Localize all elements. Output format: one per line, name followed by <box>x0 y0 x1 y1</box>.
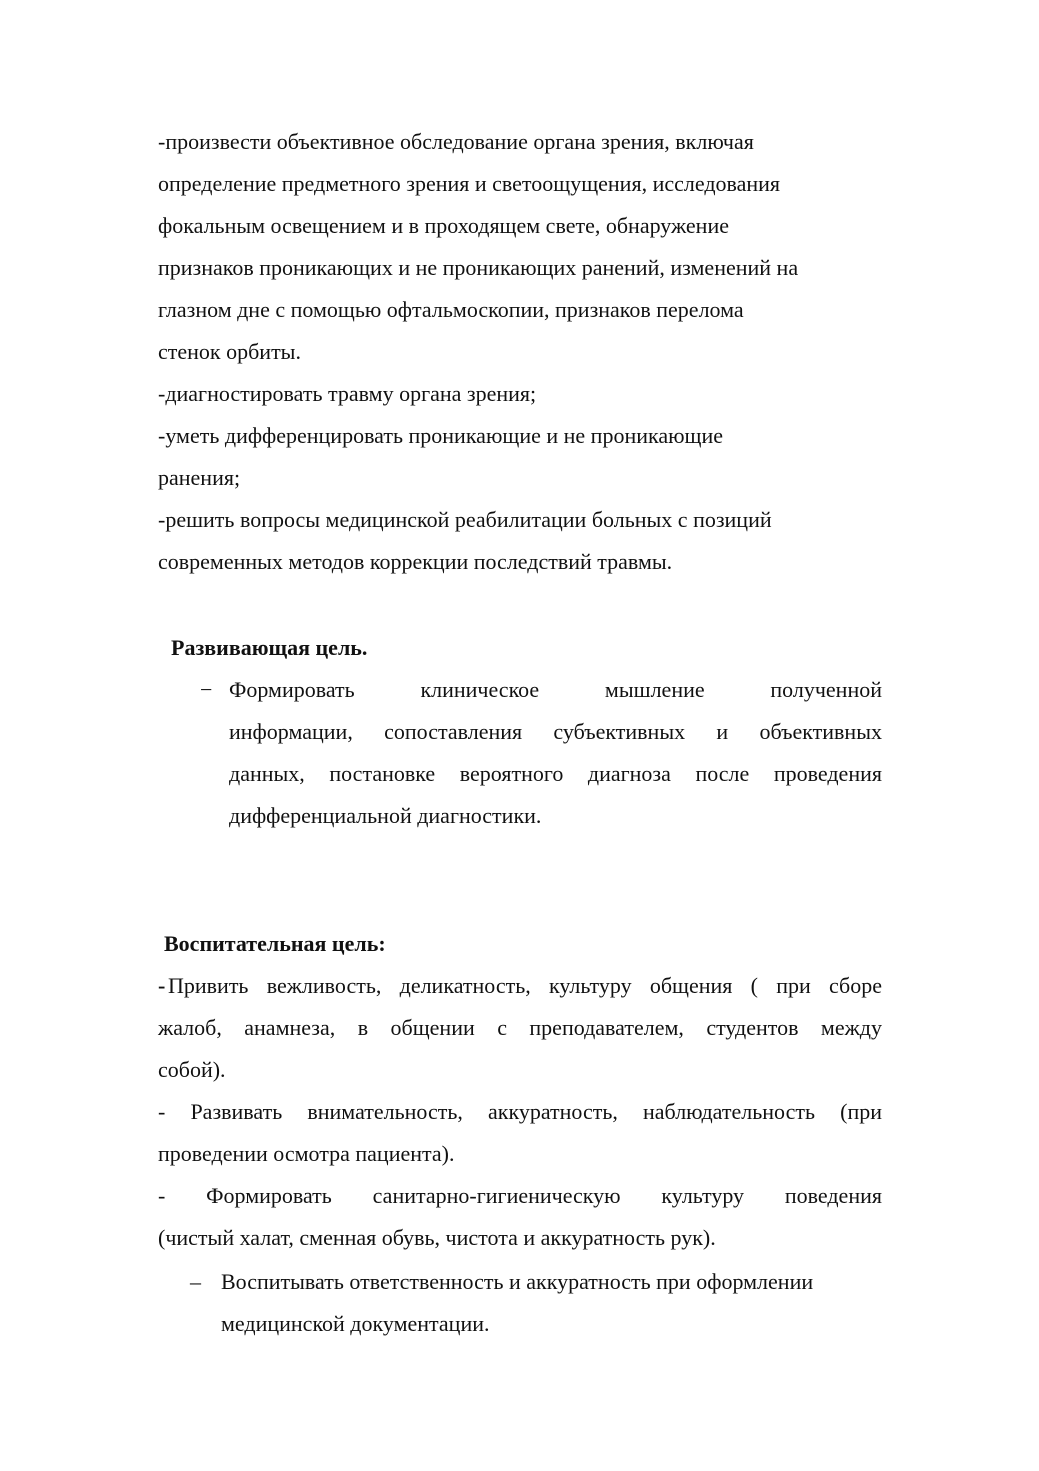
educational-goal-line: медицинской документации. <box>221 1311 490 1336</box>
intro-line: -уметь дифференцировать проникающие и не проникающие <box>158 423 724 448</box>
educational-goal-line: жалоб, анамнеза, в общении с преподавателем, студентов между <box>158 1015 882 1040</box>
developing-goal-heading: Развивающая цель. <box>171 635 368 660</box>
list-dash: - <box>158 973 166 998</box>
educational-goal-line: - Формировать санитарно-гигиеническую культуру поведения <box>158 1183 882 1208</box>
intro-line: определение предметного зрения и светоощущения, исследования <box>158 171 781 196</box>
developing-goal-line: информации, сопоставления субъективных и объективных <box>229 719 882 744</box>
educational-goal-heading: Воспитательная цель: <box>164 931 386 956</box>
intro-line: стенок орбиты. <box>158 339 301 364</box>
developing-goal-line: данных, постановке вероятного диагноза после проведения <box>229 761 882 786</box>
list-marker: − <box>200 677 213 702</box>
educational-goal-line: (чистый халат, сменная обувь, чистота и аккуратность рук). <box>158 1225 716 1250</box>
intro-line: ранения; <box>158 465 241 490</box>
intro-line: признаков проникающих и не проникающих ранений, изменений на <box>158 255 799 280</box>
developing-goal-line: Формировать клиническое мышление полученной <box>229 677 882 702</box>
educational-goal-line: Привить вежливость, деликатность, культуру общения ( при сборе <box>168 973 882 998</box>
educational-goal-line: проведении осмотра пациента). <box>158 1141 455 1166</box>
educational-goal-line: Воспитывать ответственность и аккуратность при оформлении <box>221 1269 814 1294</box>
developing-goal-line: дифференциальной диагностики. <box>229 803 542 828</box>
intro-line: -решить вопросы медицинской реабилитации больных с позиций <box>158 507 772 532</box>
intro-line: современных методов коррекции последствий травмы. <box>158 549 673 574</box>
intro-line: -произвести объективное обследование органа зрения, включая <box>158 129 754 154</box>
list-marker: – <box>190 1269 201 1294</box>
intro-line: глазном дне с помощью офтальмоскопии, признаков перелома <box>158 297 744 322</box>
intro-line: фокальным освещением и в проходящем свете, обнаружение <box>158 213 729 238</box>
educational-goal-line: собой). <box>158 1057 226 1082</box>
educational-goal-line: - Развивать внимательность, аккуратность, наблюдательность (при <box>158 1099 882 1124</box>
intro-line: -диагностировать травму органа зрения; <box>158 381 537 406</box>
